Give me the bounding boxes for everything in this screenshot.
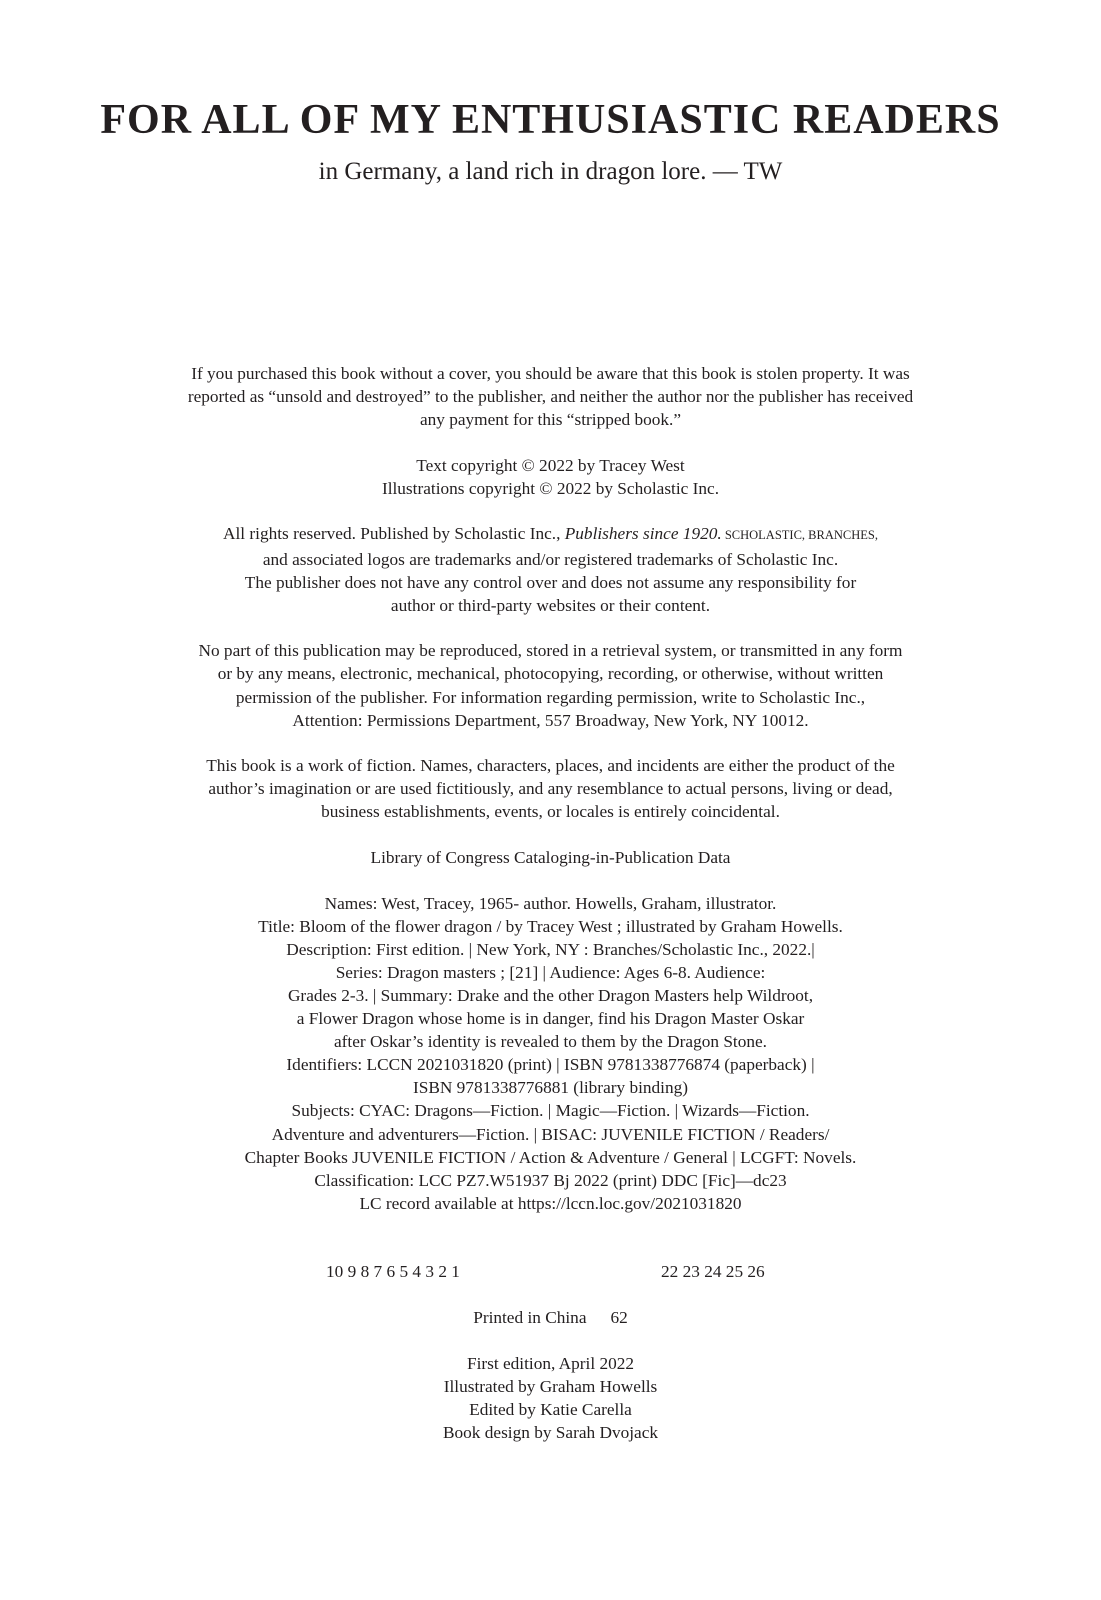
trademark-names: SCHOLASTIC, BRANCHES,: [721, 528, 878, 543]
cip-line: Identifiers: LCCN 2021031820 (print) | ISBN 9781338776874 (paperback) |: [286, 1055, 815, 1075]
text-line: The publisher does not have any control over and does not assume any responsibility for: [244, 572, 857, 592]
rights-text: All rights reserved. Published by Scholastic Inc.,: [223, 524, 565, 544]
text-line: reported as “unsold and destroyed” to the publisher, and neither the author nor the publisher has received: [187, 387, 914, 407]
text-line: If you purchased this book without a cover, you should be aware that this book is stolen property. It was: [191, 364, 910, 383]
cip-line: Series: Dragon masters ; [21] | Audience: Ages 6-8. Audience:: [335, 962, 766, 982]
text-line: business establishments, events, or locales is entirely coincidental.: [321, 802, 780, 822]
cip-line: ISBN 9781338776881 (library binding): [412, 1078, 689, 1098]
text-line: Illustrations copyright © 2022 by Scholastic Inc.: [381, 478, 720, 498]
reproduction-notice: [0, 639, 1101, 731]
cip-data: [0, 892, 1101, 1215]
cip-line: LC record available at https://lccn.loc.gov/2021031820: [359, 1193, 742, 1213]
text-line: any payment for this “stripped book.”: [419, 410, 682, 430]
copyright-notice: [0, 454, 1101, 500]
cip-line: Chapter Books JUVENILE FICTION / Action & Adventure / General | LCGFT: Novels.: [244, 1147, 857, 1167]
text-line: No part of this publication may be reproduced, stored in a retrieval system, or transmitted in any form: [198, 641, 903, 661]
copyright-page-body: [0, 362, 1101, 1215]
cip-line: Adventure and adventurers—Fiction. | BISAC: JUVENILE FICTION / Readers/: [271, 1124, 830, 1144]
cip-heading: [0, 846, 1101, 869]
year-numbers: 22 23 24 25 26: [661, 1262, 765, 1281]
stripped-book-notice: [0, 362, 1101, 431]
cip-line: Names: West, Tracey, 1965- author. Howells, Graham, illustrator.: [324, 893, 777, 913]
cip-line: Subjects: CYAC: Dragons—Fiction. | Magic—Fiction. | Wizards—Fiction.: [291, 1101, 810, 1121]
cip-line: Title: Bloom of the flower dragon / by Tracey West ; illustrated by Graham Howells.: [258, 916, 843, 936]
cip-line: Description: First edition. | New York, NY : Branches/Scholastic Inc., 2022.|: [286, 939, 815, 959]
text-line: [0, 522, 1101, 547]
dedication-title: FOR ALL OF MY ENTHUSIASTIC READERS: [100, 97, 1001, 143]
cip-line: after Oskar’s identity is revealed to them by the Dragon Stone.: [333, 1032, 768, 1052]
cip-line: a Flower Dragon whose home is in danger, find his Dragon Master Oskar: [296, 1009, 805, 1029]
credits: [0, 1352, 1101, 1444]
credit-line: First edition, April 2022: [466, 1354, 635, 1373]
credit-line: Illustrated by Graham Howells: [443, 1377, 658, 1397]
text-line: and associated logos are trademarks and/or registered trademarks of Scholastic Inc.: [262, 549, 839, 569]
credit-line: Book design by Sarah Dvojack: [442, 1423, 659, 1443]
text-line: permission of the publisher. For information regarding permission, write to Scholastic Inc.,: [235, 687, 866, 707]
text-line: Library of Congress Cataloging-in-Publication Data: [370, 848, 731, 867]
text-line: or by any means, electronic, mechanical, photocopying, recording, or otherwise, without written: [217, 664, 884, 684]
printing-numbers: 10 9 8 7 6 5 4 3 2 1: [326, 1262, 460, 1281]
credit-line: Edited by Katie Carella: [469, 1400, 632, 1420]
cip-line: Classification: LCC PZ7.W51937 Bj 2022 (print) DDC [Fic]—dc23: [314, 1170, 787, 1190]
text-line: author or third-party websites or their content.: [390, 595, 711, 615]
printed-in-country: Printed in China: [473, 1308, 587, 1327]
printed-in: [0, 1306, 1101, 1329]
publisher-slogan: Publishers since 1920.: [564, 524, 722, 544]
fiction-notice: [0, 754, 1101, 823]
text-line: author’s imagination or are used fictitiously, and any resemblance to actual persons, living or dead,: [208, 779, 893, 799]
rights-notice: [0, 522, 1101, 616]
dedication-subtitle: in Germany, a land rich in dragon lore. — TW: [318, 158, 783, 185]
printer-code: 62: [610, 1308, 628, 1327]
text-line: Attention: Permissions Department, 557 Broadway, New York, NY 10012.: [292, 710, 809, 730]
cip-line: Grades 2-3. | Summary: Drake and the other Dragon Masters help Wildroot,: [287, 985, 814, 1005]
text-line: Text copyright © 2022 by Tracey West: [416, 455, 685, 475]
text-line: This book is a work of fiction. Names, characters, places, and incidents are either the product of the: [206, 756, 895, 776]
